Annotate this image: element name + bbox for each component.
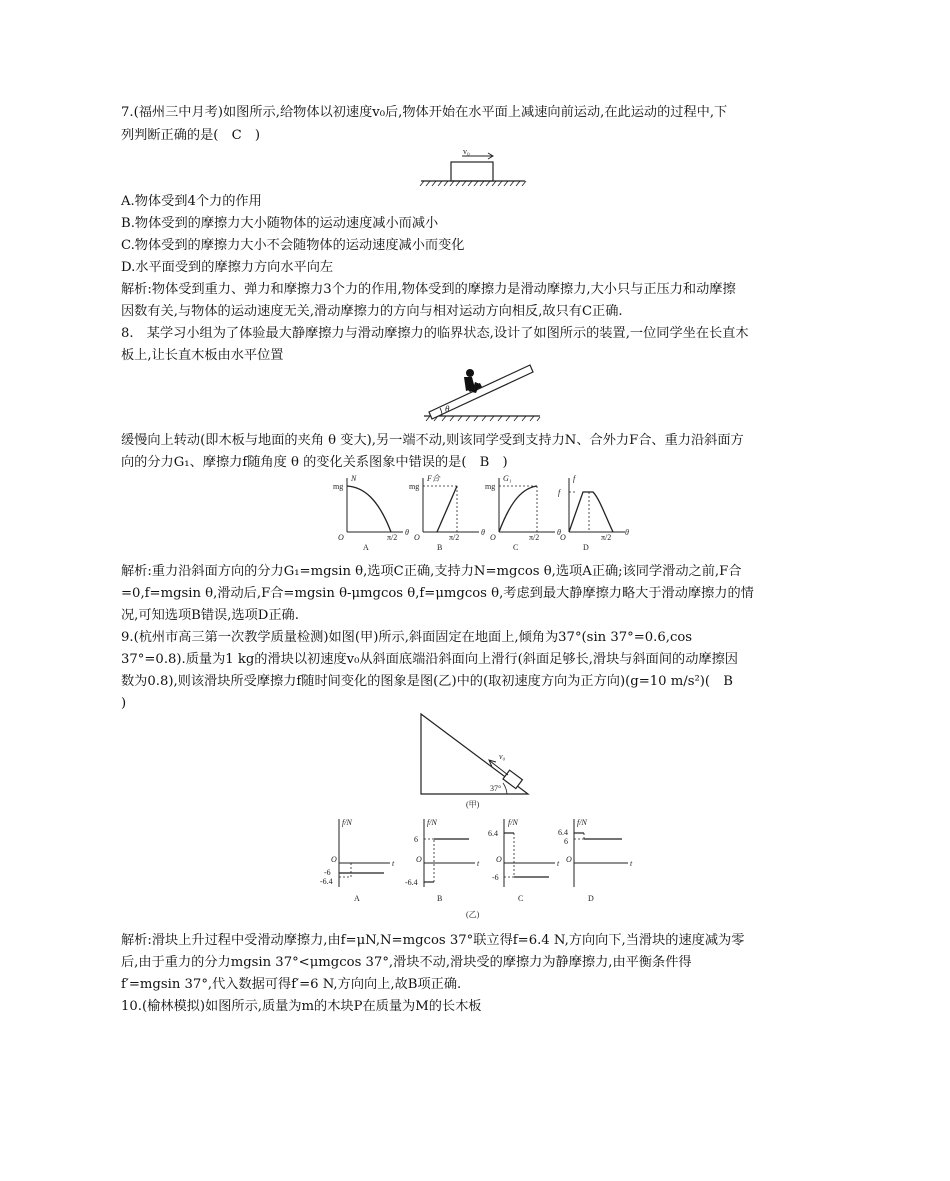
q7-option-b: B.物体受到的摩擦力大小随物体的运动速度减小而减小 (121, 216, 439, 231)
q9-analysis-line1: 解析:滑块上升过程中受滑动摩擦力,由f=μN,N=mgcos 37°联立得f=6.4 N,方向向下,当滑块的速度减为零 (121, 933, 745, 948)
q9-graph-a-tick2: -6.4 (320, 877, 333, 886)
q9-graph-d-tick2: 6 (564, 837, 568, 846)
q8-graph-a-letter: A (363, 543, 369, 552)
q9-graph-c-origin: O (496, 855, 502, 864)
q8-graph-a-origin: O (338, 533, 344, 542)
q8-stem-line2: 板上,让长直木板由水平位置 (121, 348, 284, 363)
q9-graph-d-taxis: t (630, 859, 633, 868)
q9-yi-caption: (乙) (466, 910, 480, 919)
q8-graph-c-ylabel: G₁ (503, 474, 512, 483)
q8-graph-d-ytick: f (558, 488, 561, 497)
q8-graph-b-origin: O (414, 533, 420, 542)
q8-graph-b (409, 474, 485, 552)
q9-stem-line1: 9.(杭州市高三第一次教学质量检测)如图(甲)所示,斜面固定在地面上,倾角为37°(sin 37°=0.6,cos (121, 630, 693, 645)
q9-graph-a-ylabel: f/N (342, 818, 352, 827)
q8-graph-d-xtick: π/2 (601, 533, 612, 542)
q9-analysis-line2: 后,由于重力的分力mgsin 37°<μmgcos 37°,滑块不动,滑块受的摩擦力为静摩擦力,由平衡条件得 (121, 955, 692, 970)
q8-stem-line1: 8. 某学习小组为了体验最大静摩擦力与滑动摩擦力的临界状态,设计了如图所示的装置,一位同学坐在长直木 (121, 326, 749, 341)
q8-stem-line4: 向的分力G₁、摩擦力f随角度 θ 的变化关系图象中错误的是( B ) (121, 455, 508, 470)
q9-v0-label: v₀ (499, 752, 506, 761)
q9-graph-d-ylabel: f/N (577, 818, 587, 827)
q9-graph-a-taxis: t (392, 859, 395, 868)
q7-analysis-line2: 因数有关,与物体的运动速度无关,滑动摩擦力的方向与相对运动方向相反,故只有C正确. (121, 304, 623, 319)
q9-stem-line3: 数为0.8),则该滑块所受摩擦力f随时间变化的图象是图(乙)中的(取初速度方向为正方向)(g=10 m/s²)( B (121, 674, 733, 689)
q8-graph-b-ylabel: F合 (427, 474, 440, 483)
q8-analysis-line3: 况,可知选项B错误,选项D正确. (121, 608, 299, 623)
q9-graph-d-letter: D (588, 894, 594, 903)
q9-angle-label: 37° (490, 784, 502, 793)
q8-graph-d-origin: O (560, 533, 566, 542)
q9-graph-a (320, 818, 395, 903)
q7-option-a: A.物体受到4个力的作用 (121, 194, 262, 209)
q9-graph-a-letter: A (354, 894, 360, 903)
q9-graph-d-origin: O (566, 855, 572, 864)
q9-graph-c-tick1: 6.4 (488, 829, 498, 838)
q8-figure-student-on-board (420, 360, 542, 432)
q7-figure-block-on-floor (418, 145, 528, 194)
q9-graph-b (405, 818, 480, 903)
q9-graph-b-taxis: t (477, 859, 480, 868)
q7-stem-line2: 列判断正确的是( C ) (121, 128, 261, 143)
q8-graph-b-xtick: π/2 (449, 533, 460, 542)
q9-figure-incline-jia (400, 712, 540, 816)
q9-analysis-line3: f′=mgsin 37°,代入数据可得f′=6 N,方向向上,故B项正确. (121, 977, 462, 992)
q8-graph-d-ylabel: f (573, 474, 576, 483)
q8-graph-a-ylabel: N (351, 474, 357, 483)
q8-analysis-line1: 解析:重力沿斜面方向的分力G₁=mgsin θ,选项C正确,支持力N=mgcos θ,选项A正确;该同学滑动之前,F合 (121, 564, 742, 579)
q8-graph-d-xaxis: θ (625, 528, 629, 537)
q8-graph-b-xaxis: θ (481, 528, 485, 537)
q9-graph-b-tick1: 6 (414, 835, 418, 844)
q9-graph-b-ylabel: f/N (427, 818, 437, 827)
q9-graph-b-origin: O (416, 855, 422, 864)
q9-graph-a-tick1: -6 (324, 868, 331, 877)
q9-stem-line2: 37°=0.8).质量为1 kg的滑块以初速度v₀从斜面底端沿斜面向上滑行(斜面足够长,滑块与斜面间的动摩擦因 (121, 652, 738, 667)
q7-analysis-line1: 解析:物体受到重力、弹力和摩擦力3个力的作用,物体受到的摩擦力是滑动摩擦力,大小只与正压力和动摩擦 (121, 282, 736, 297)
q7-v0-label: v₀ (463, 147, 470, 156)
q8-graph-d-letter: D (583, 543, 589, 552)
q8-theta-label: θ (445, 404, 450, 414)
q9-graph-b-letter: B (437, 894, 443, 903)
q9-graph-c-taxis: t (557, 859, 560, 868)
q8-graph-b-ytick: mg (409, 482, 420, 491)
q8-graph-a-ytick: mg (333, 482, 344, 491)
q7-option-d: D.水平面受到的摩擦力方向水平向左 (121, 260, 334, 275)
q10-stem-line1: 10.(榆林模拟)如图所示,质量为m的木块P在质量为M的长木板 (121, 999, 482, 1014)
q8-graph-b-letter: B (437, 543, 443, 552)
q9-graph-c-ylabel: f/N (508, 818, 518, 827)
q9-graph-d (558, 818, 633, 903)
q9-jia-caption: (甲) (466, 800, 480, 809)
q8-graph-c-origin: O (490, 533, 496, 542)
q8-stem-line3: 缓慢向上转动(即木板与地面的夹角 θ 变大),另一端不动,则该同学受到支持力N、合外力F合、重力沿斜面方 (121, 433, 744, 448)
q8-analysis-line2: =0,f=mgsin θ,滑动后,F合=mgsin θ-μmgcos θ,f=μmgcos θ,考虑到最大静摩擦力略大于滑动摩擦力的情 (121, 586, 754, 601)
q9-graphs-figure (312, 815, 642, 924)
q9-graph-c (488, 818, 560, 903)
q9-graph-c-tick2: -6 (492, 873, 499, 882)
q7-option-c: C.物体受到的摩擦力大小不会随物体的运动速度减小而变化 (121, 238, 465, 253)
q9-stem-line4: ) (121, 696, 127, 711)
q9-graph-b-tick2: -6.4 (405, 878, 418, 887)
q9-graph-a-origin: O (331, 855, 337, 864)
q8-graph-c-letter: C (513, 543, 519, 552)
q8-graphs-figure (333, 470, 633, 560)
q8-graph-c-ytick: mg (485, 482, 496, 491)
q8-graph-c-xaxis: θ (557, 528, 561, 537)
q7-stem-line1: 7.(福州三中月考)如图所示,给物体以初速度v₀后,物体开始在水平面上减速向前运动,在此运动的过程中,下 (121, 105, 728, 120)
q8-graph-c-xtick: π/2 (529, 533, 540, 542)
q8-graph-d (558, 474, 629, 552)
q8-graph-a-xaxis: θ (405, 528, 409, 537)
q8-graph-c (485, 474, 561, 552)
q9-graph-c-letter: C (518, 894, 524, 903)
q8-graph-a (333, 474, 409, 552)
q9-graph-d-tick1: 6.4 (558, 828, 568, 837)
q8-graph-a-xtick: π/2 (387, 533, 398, 542)
